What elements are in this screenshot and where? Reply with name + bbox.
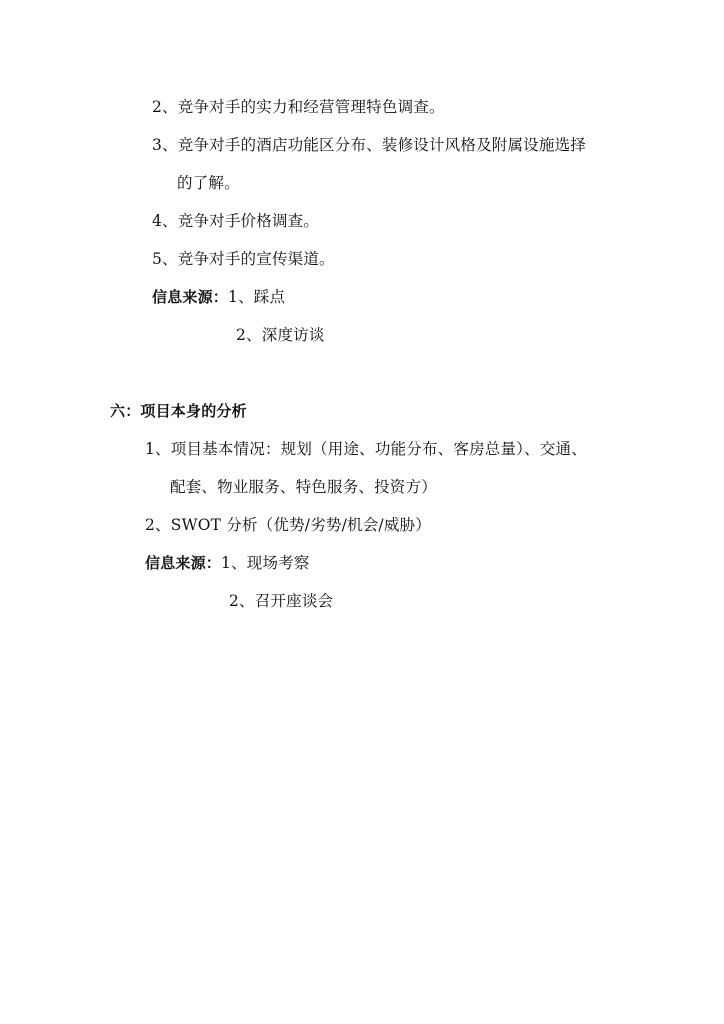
competitor-price-item: 4、竞争对手价格调查。 (152, 212, 320, 230)
info-source-label: 信息来源： (152, 288, 229, 306)
competitor-strength-item: 2、竞争对手的实力和经营管理特色调查。 (152, 98, 445, 116)
info-source-2: 2、召开座谈会 (229, 592, 334, 610)
info-source-row (145, 553, 310, 573)
swot-item: 2、SWOT 分析（优势/劣势/机会/威胁） (145, 516, 431, 534)
info-source-1: 1、现场考察 (221, 554, 310, 572)
competitor-layout-item: 3、竞争对手的酒店功能区分布、装修设计风格及附属设施选择 (152, 136, 586, 154)
info-source-2: 2、深度访谈 (236, 326, 325, 344)
competitor-layout-item-continued: 的了解。 (177, 174, 240, 192)
info-source-row (152, 287, 285, 307)
project-basic-item-continued: 配套、物业服务、特色服务、投资方） (170, 478, 437, 496)
info-source-1: 1、踩点 (228, 288, 286, 306)
info-source-label: 信息来源： (145, 554, 222, 572)
project-basic-item: 1、项目基本情况：规划（用途、功能分布、客房总量）、交通、 (145, 440, 587, 458)
competitor-promotion-item: 5、竞争对手的宣传渠道。 (152, 250, 335, 268)
section-heading: 六：项目本身的分析 (110, 402, 247, 420)
